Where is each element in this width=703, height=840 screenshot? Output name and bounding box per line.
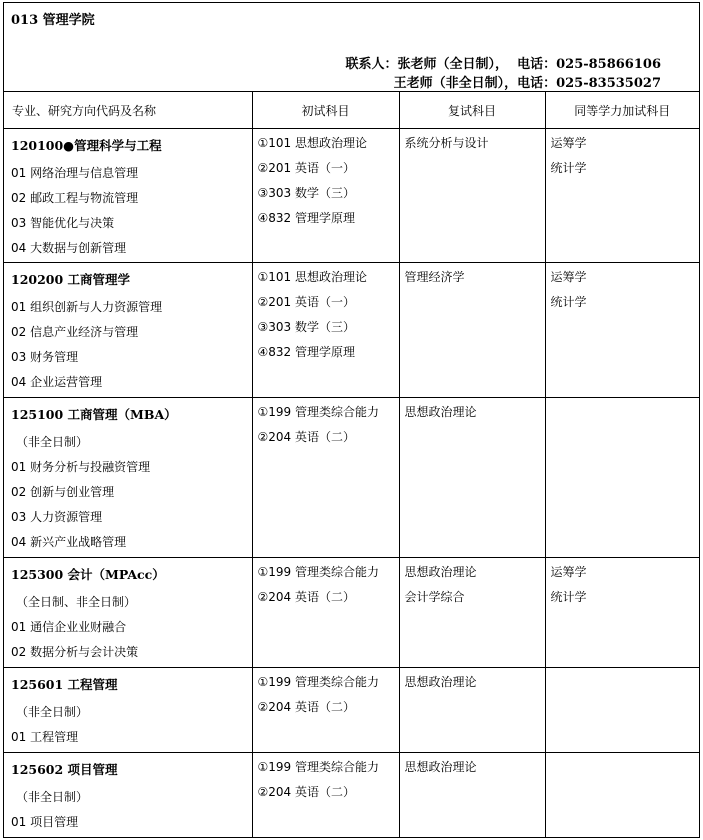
research-direction: 04 大数据与创新管理 xyxy=(11,241,127,255)
study-mode: （全日制、非全日制） xyxy=(16,595,137,609)
retest-subjects-cell xyxy=(399,398,545,558)
exam-subject: ②201 英语（一） xyxy=(257,161,355,175)
research-direction: 02 创新与创业管理 xyxy=(11,485,115,499)
retest-subject: 会计学综合 xyxy=(404,590,465,604)
extra-subject: 运筹学 xyxy=(550,565,587,579)
exam-subjects-cell xyxy=(252,398,399,558)
table-row xyxy=(4,753,699,838)
extra-subjects-cell xyxy=(545,398,699,558)
research-direction: 01 项目管理 xyxy=(11,815,79,829)
exam-subjects-cell xyxy=(252,753,399,838)
retest-subject: 思想政治理论 xyxy=(404,760,477,774)
retest-subjects-cell xyxy=(399,753,545,838)
retest-subjects-cell xyxy=(399,668,545,753)
research-direction: 01 工程管理 xyxy=(11,730,79,744)
extra-subject: 运筹学 xyxy=(550,270,587,284)
exam-subjects-cell xyxy=(252,129,399,263)
research-direction: 02 数据分析与会计决策 xyxy=(11,645,139,659)
exam-subject: ②204 英语（二） xyxy=(257,430,355,444)
exam-subject: ④832 管理学原理 xyxy=(257,345,355,359)
retest-subject: 管理经济学 xyxy=(404,270,465,284)
exam-subjects-cell xyxy=(252,558,399,668)
column-header-exam: 初试科目 xyxy=(252,92,399,129)
retest-subject: 思想政治理论 xyxy=(404,675,477,689)
exam-subject: ③303 数学（三） xyxy=(257,320,355,334)
research-direction: 03 智能优化与决策 xyxy=(11,216,115,230)
exam-subject: ①199 管理类综合能力 xyxy=(257,675,379,689)
contact-full-time: 联系人：张老师（全日制）， 电话：025-85866106 xyxy=(345,57,661,72)
major-cell xyxy=(4,263,252,398)
extra-subject: 统计学 xyxy=(550,161,587,175)
table-header-row xyxy=(4,92,699,129)
table-row xyxy=(4,558,699,668)
extra-subject: 统计学 xyxy=(550,295,587,309)
research-direction: 03 人力资源管理 xyxy=(11,510,103,524)
extra-subjects-cell xyxy=(545,129,699,263)
major-cell xyxy=(4,668,252,753)
extra-subject: 统计学 xyxy=(550,590,587,604)
exam-subject: ②204 英语（二） xyxy=(257,785,355,799)
table-row xyxy=(4,398,699,558)
extra-subjects-cell xyxy=(545,668,699,753)
admissions-sheet xyxy=(3,2,700,838)
exam-subject: ①199 管理类综合能力 xyxy=(257,760,379,774)
extra-subjects-cell xyxy=(545,753,699,838)
research-direction: 02 信息产业经济与管理 xyxy=(11,325,139,339)
research-direction: 01 组织创新与人力资源管理 xyxy=(11,300,163,314)
research-direction: 01 通信企业业财融合 xyxy=(11,620,127,634)
research-direction: 04 新兴产业战略管理 xyxy=(11,535,127,549)
study-mode: （非全日制） xyxy=(16,705,89,719)
retest-subjects-cell xyxy=(399,129,545,263)
major-cell xyxy=(4,558,252,668)
college-title: 013 管理学院 xyxy=(11,13,95,28)
extra-subject: 运筹学 xyxy=(550,136,587,150)
exam-subjects-cell xyxy=(252,668,399,753)
retest-subject: 思想政治理论 xyxy=(404,405,477,419)
exam-subject: ①199 管理类综合能力 xyxy=(257,565,379,579)
exam-subjects-cell xyxy=(252,263,399,398)
major-cell xyxy=(4,129,252,263)
major-title: 125100 工商管理（MBA） xyxy=(11,407,177,422)
research-direction: 01 网络治理与信息管理 xyxy=(11,166,139,180)
retest-subject: 系统分析与设计 xyxy=(404,136,489,150)
exam-subject: ②204 英语（二） xyxy=(257,590,355,604)
column-header-retest: 复试科目 xyxy=(399,92,545,129)
research-direction: 01 财务分析与投融资管理 xyxy=(11,460,151,474)
research-direction: 02 邮政工程与物流管理 xyxy=(11,191,139,205)
retest-subjects-cell xyxy=(399,263,545,398)
table-row xyxy=(4,668,699,753)
major-cell xyxy=(4,398,252,558)
major-title: 125602 项目管理 xyxy=(11,762,118,777)
exam-subject: ④832 管理学原理 xyxy=(257,211,355,225)
major-title: 125300 会计（MPAcc） xyxy=(11,567,165,582)
retest-subject: 思想政治理论 xyxy=(404,565,477,579)
major-title: 125601 工程管理 xyxy=(11,677,118,692)
column-header-major: 专业、研究方向代码及名称 xyxy=(4,92,252,129)
major-cell xyxy=(4,753,252,838)
table-row xyxy=(4,129,699,263)
extra-subjects-cell xyxy=(545,558,699,668)
table-row xyxy=(4,263,699,398)
exam-subject: ②204 英语（二） xyxy=(257,700,355,714)
research-direction: 04 企业运营管理 xyxy=(11,375,103,389)
extra-subjects-cell xyxy=(545,263,699,398)
contact-part-time: 王老师（非全日制），电话：025-83535027 xyxy=(393,76,661,91)
program-table xyxy=(4,91,699,838)
study-mode: （非全日制） xyxy=(16,435,89,449)
study-mode: （非全日制） xyxy=(16,790,89,804)
exam-subject: ①101 思想政治理论 xyxy=(257,136,367,150)
column-header-extra: 同等学力加试科目 xyxy=(545,92,699,129)
college-header xyxy=(4,3,699,92)
research-direction: 03 财务管理 xyxy=(11,350,79,364)
exam-subject: ①199 管理类综合能力 xyxy=(257,405,379,419)
major-title: 120100●管理科学与工程 xyxy=(11,138,162,153)
major-title: 120200 工商管理学 xyxy=(11,272,131,287)
retest-subjects-cell xyxy=(399,558,545,668)
exam-subject: ①101 思想政治理论 xyxy=(257,270,367,284)
exam-subject: ③303 数学（三） xyxy=(257,186,355,200)
exam-subject: ②201 英语（一） xyxy=(257,295,355,309)
